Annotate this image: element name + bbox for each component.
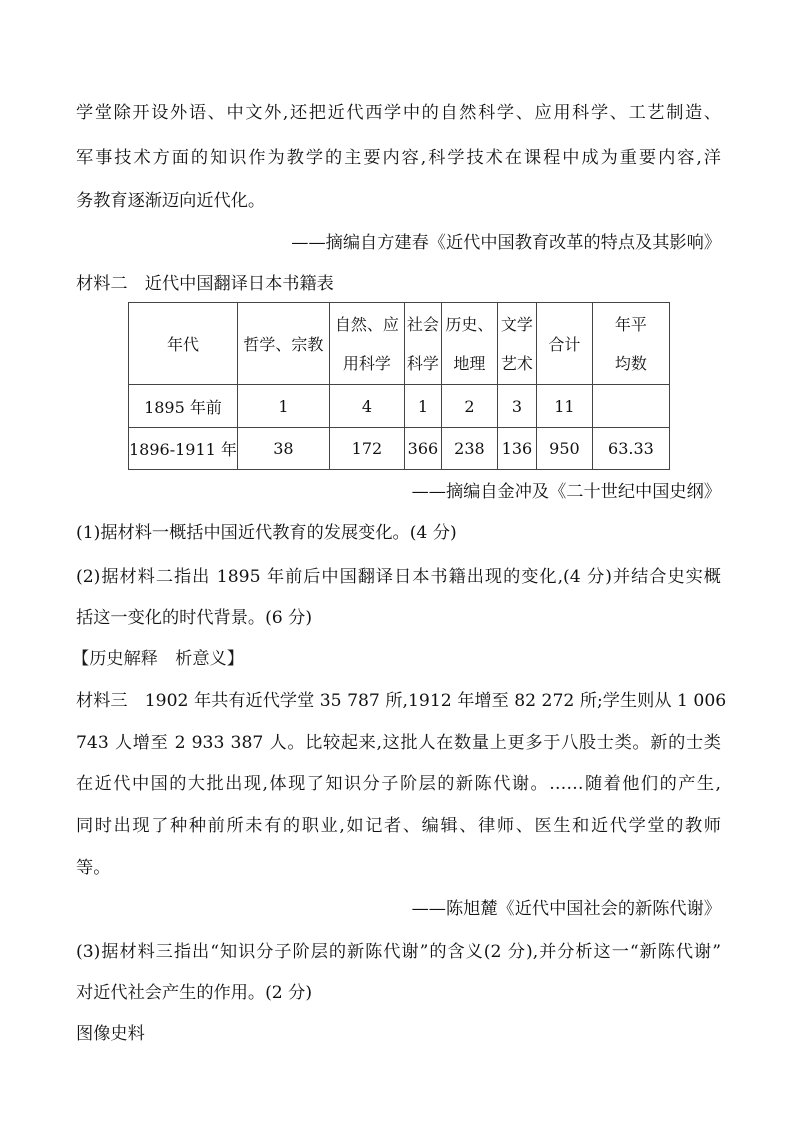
- question-1: (1)据材料一概括中国近代教育的发展变化。(4 分): [76, 523, 457, 543]
- question-3-line-2: 对近代社会产生的作用。(2 分): [76, 983, 313, 1003]
- table-cell: 1896-1911 年: [129, 428, 238, 470]
- table-header-row: [129, 303, 670, 385]
- table-cell: 366: [404, 428, 441, 470]
- table-cell: 1: [237, 385, 329, 428]
- header-literature-art: 文学 艺术: [497, 303, 536, 385]
- material-two-title: 材料二 近代中国翻译日本书籍表: [76, 274, 334, 294]
- table-cell: 4: [329, 385, 404, 428]
- section-heading: 【历史解释 析意义】: [72, 649, 244, 669]
- table-cell: 1: [404, 385, 441, 428]
- question-2-line-1: (2)据材料二指出 1895 年前后中国翻译日本书籍出现的变化,(4 分)并结合史实概: [76, 567, 721, 587]
- table-cell: 11: [536, 385, 592, 428]
- material-three-source: ——陈旭麓《近代中国社会的新陈代谢》: [411, 899, 721, 919]
- material-one-source: ——摘编自方建春《近代中国教育改革的特点及其影响》: [291, 233, 721, 253]
- table-cell: [592, 385, 669, 428]
- header-philosophy: 哲学、宗教: [237, 303, 329, 385]
- material-three-line-1: 材料三 1902 年共有近代学堂 35 787 所,1912 年增至 82 272 所;学生则从 1 006: [76, 691, 727, 711]
- material-three-line-5: 等。: [76, 858, 111, 878]
- material-one-line-2: 军事技术方面的知识作为教学的主要内容,科学技术在课程中成为重要内容,洋: [76, 148, 721, 168]
- material-three-line-4: 同时出现了种种前所未有的职业,如记者、编辑、律师、医生和近代学堂的教师: [76, 816, 721, 836]
- table-cell: 3: [497, 385, 536, 428]
- header-year: 年代: [129, 303, 238, 385]
- table-cell: 2: [441, 385, 497, 428]
- material-one-line-3: 务教育逐渐迈向近代化。: [76, 191, 266, 211]
- table-cell: 63.33: [592, 428, 669, 470]
- table-cell: 238: [441, 428, 497, 470]
- header-history-geography: 历史、 地理: [441, 303, 497, 385]
- table-cell: 950: [536, 428, 592, 470]
- table-cell: 1895 年前: [129, 385, 238, 428]
- header-total: 合计: [536, 303, 592, 385]
- material-two-source: ——摘编自金冲及《二十世纪中国史纲》: [411, 482, 721, 502]
- table-cell: 38: [237, 428, 329, 470]
- material-three-line-3: 在近代中国的大批出现,体现了知识分子阶层的新陈代谢。……随着他们的产生,: [76, 774, 721, 794]
- table-row: [129, 428, 670, 470]
- image-materials-label: 图像史料: [76, 1024, 145, 1044]
- table-cell: 136: [497, 428, 536, 470]
- table-row: [129, 385, 670, 428]
- header-natural-applied-science: 自然、应 用科学: [329, 303, 404, 385]
- header-annual-average: 年平 均数: [592, 303, 669, 385]
- header-social-science: 社会 科学: [404, 303, 441, 385]
- material-one-line-1: 学堂除开设外语、中文外,还把近代西学中的自然科学、应用科学、工艺制造、: [76, 103, 721, 123]
- material-three-line-2: 743 人增至 2 933 387 人。比较起来,这批人在数量上更多于八股士类。新的士类: [76, 733, 721, 753]
- translated-books-table: [128, 302, 670, 470]
- question-3-line-1: (3)据材料三指出“知识分子阶层的新陈代谢”的含义(2 分),并分析这一“新陈代谢”: [76, 942, 721, 962]
- table-cell: 172: [329, 428, 404, 470]
- question-2-line-2: 括这一变化的时代背景。(6 分): [76, 608, 313, 628]
